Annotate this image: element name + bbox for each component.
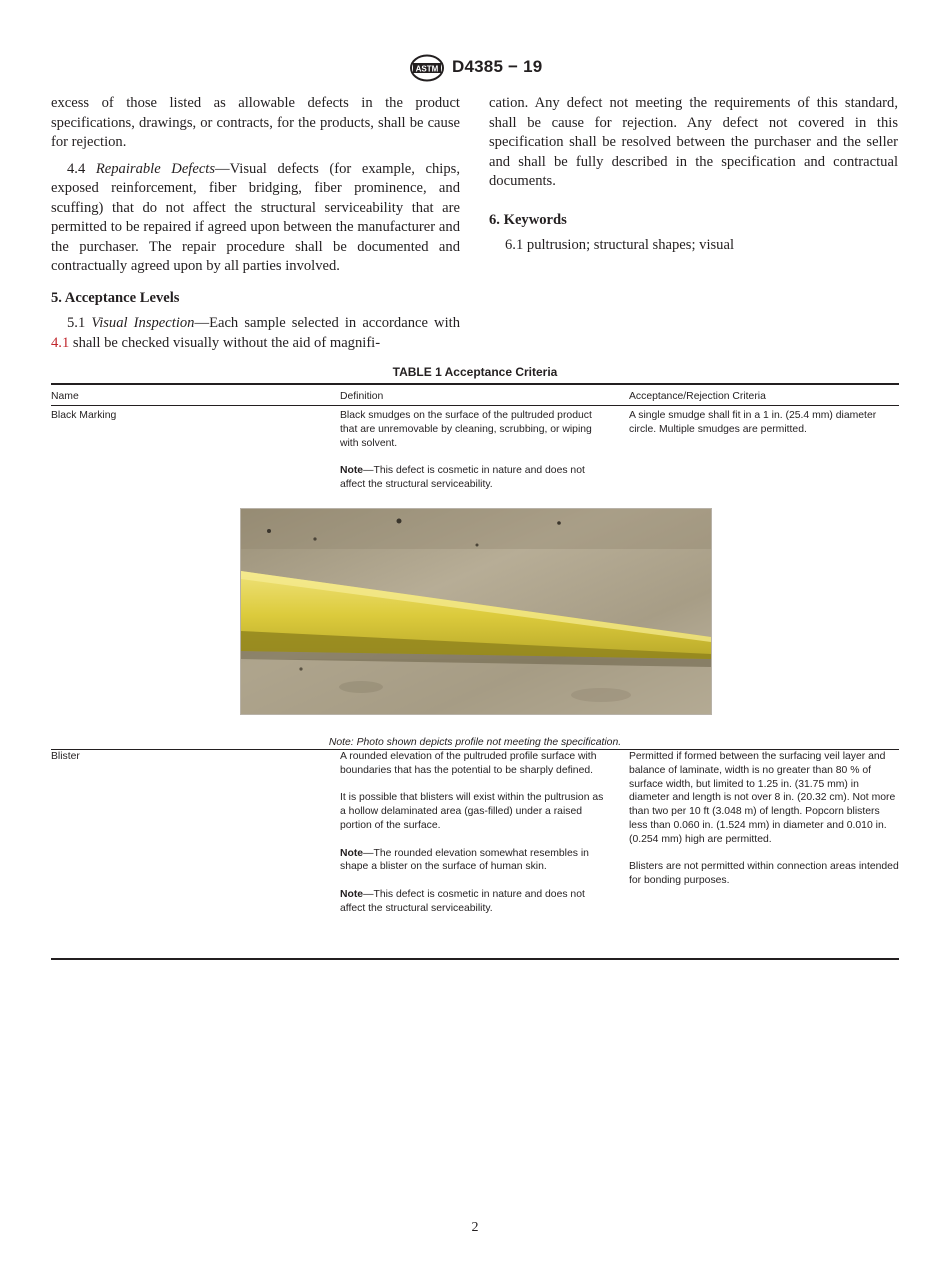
document-id: D4385 − 19 — [452, 57, 543, 76]
section-title: Repairable Defects — [95, 160, 216, 177]
definition-note: Note—The rounded elevation somewhat resembles in shape a blister on the surface of human skin. — [340, 847, 589, 873]
section-reference-link[interactable]: 4.1 — [51, 334, 70, 351]
column-header-criteria: Acceptance/Rejection Criteria — [629, 391, 766, 402]
definition-note: Note—This defect is cosmetic in nature and does not affect the structural serviceability. — [340, 465, 585, 490]
row-black-marking-definition — [340, 409, 608, 492]
criteria-text: Blisters are not permitted within connection areas intended for bonding purposes. — [629, 861, 899, 887]
row-black-marking-name: Black Marking — [51, 410, 117, 421]
criteria-text: Permitted if formed between the surfacing veil layer and balance of laminate, width is no greater than 80 % of surface width, but limited to 1.25 in. (31.75 mm) in diameter and length is not over 8 in. (20.32 cm). Not more than two per 10 ft (3.048 m) of length. Popcorn blisters less than 0.060 in. (1.524 mm) in diameter and 0.010 in. (0.254 mm) high are permitted. — [629, 751, 896, 845]
photo-caption: Note: Photo shown depicts profile not meeting the specification. — [328, 737, 622, 748]
definition-note: Note—This defect is cosmetic in nature and does not affect the structural serviceability. — [340, 888, 585, 914]
page-header — [0, 54, 950, 84]
column-header-definition: Definition — [340, 391, 384, 402]
heading-acceptance-levels: 5. Acceptance Levels — [51, 289, 180, 306]
row-black-marking-criteria: A single smudge shall fit in a 1 in. (25.4 mm) diameter circle. Multiple smudges are permitted. — [629, 410, 877, 435]
table-title: TABLE 1 Acceptance Criteria — [392, 365, 558, 379]
row-blister-name: Blister — [51, 751, 80, 762]
row-blister-definition — [340, 750, 608, 916]
section-4-4 — [51, 160, 460, 277]
section-number: 5.1 — [67, 315, 86, 331]
paragraph-continued: excess of those listed as allowable defects in the product specifications, drawings, or contracts, for the products, shall be cause for rejection. — [51, 95, 460, 150]
right-column — [489, 94, 898, 256]
definition-text: Black smudges on the surface of the pultruded product that are unremovable by cleaning, scrubbing, or wiping with solvent. — [340, 410, 592, 449]
section-text: shall be checked visually without the aid of magnifi- — [69, 334, 381, 351]
pultruded-profile-photo-image — [241, 509, 711, 714]
left-column — [51, 94, 460, 353]
section-5-1 — [51, 314, 460, 353]
definition-text: It is possible that blisters will exist within the pultrusion as a hollow delaminated area (gas-filled) under a raised portion of the surface. — [340, 792, 604, 831]
paragraph-continued: cation. Any defect not meeting the requirements of this standard, shall be cause for rejection. Any defect not covered in this specification shall be resolved between the purchaser and the seller and shall be fully described in the specification and contractual documents. — [489, 95, 898, 189]
svg-text:ASTM: ASTM — [415, 64, 439, 74]
page-number: 2 — [471, 1220, 479, 1235]
column-header-name: Name — [51, 391, 79, 402]
section-number: 4.4 — [67, 160, 86, 177]
heading-keywords: 6. Keywords — [489, 211, 567, 228]
section-text: —Each sample selected in accordance with — [194, 315, 460, 331]
table-header-rule — [51, 405, 899, 406]
row-blister-criteria — [629, 750, 899, 888]
table-top-rule — [51, 383, 899, 385]
table-bottom-rule — [51, 958, 899, 960]
keywords-text: 6.1 pultrusion; structural shapes; visual — [505, 237, 735, 253]
definition-text: A rounded elevation of the pultruded profile surface with boundaries that has the potential to be sharply defined. — [340, 751, 597, 776]
section-title: Visual Inspection — [91, 315, 195, 331]
astm-logo-icon — [409, 54, 445, 82]
defect-photo — [240, 508, 712, 715]
section-text: —Visual defects (for example, chips, exposed reinforcement, fiber bridging, fiber prominence, and scuffing) that do not affect the structural serviceability that are permitted to be repaired if agreed upon between the manufacturer and the purchaser. The repair procedure shall be documented and contractually agreed upon by all parties involved. — [51, 160, 460, 274]
